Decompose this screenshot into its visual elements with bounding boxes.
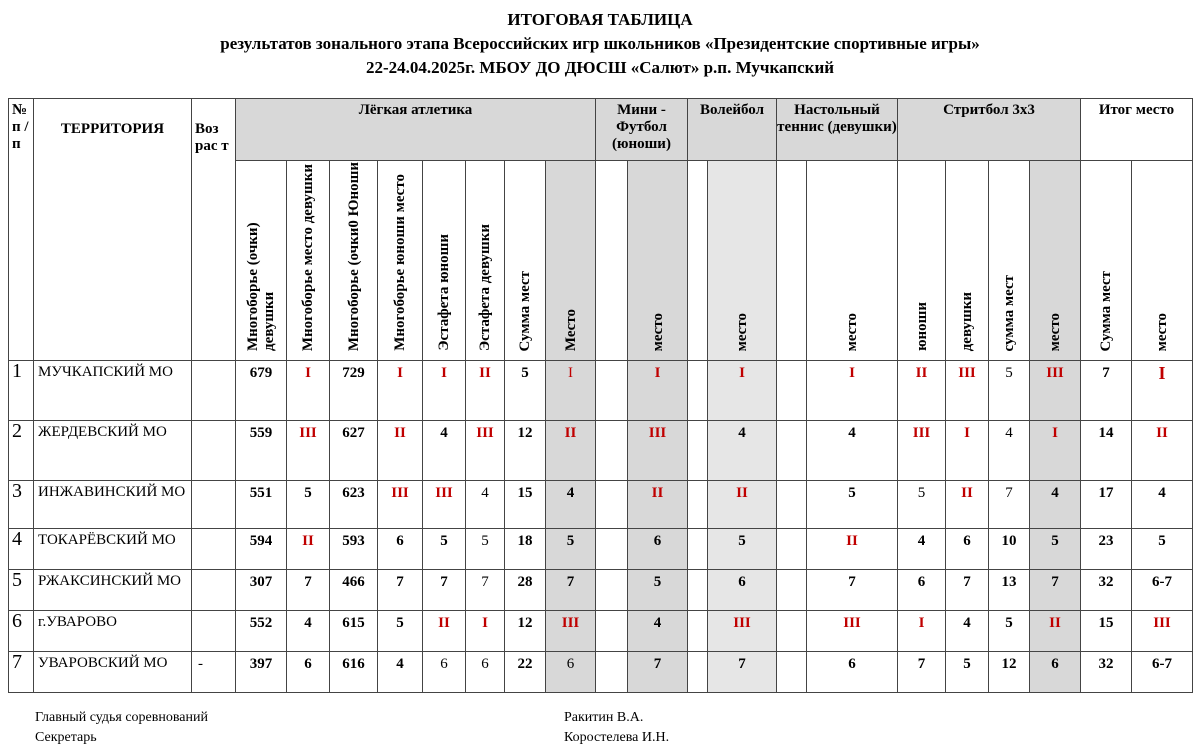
- result-cell: I: [423, 361, 466, 421]
- blank-cell: [688, 611, 708, 652]
- result-cell: II: [546, 421, 596, 481]
- result-cell: 559: [236, 421, 287, 481]
- result-cell: 4: [946, 611, 989, 652]
- result-cell: III: [628, 421, 688, 481]
- header-num: № п / п: [9, 99, 34, 361]
- age-cell: [192, 481, 236, 529]
- result-cell: 5: [505, 361, 546, 421]
- age-cell: [192, 570, 236, 611]
- result-cell: 623: [330, 481, 378, 529]
- result-cell: II: [1030, 611, 1081, 652]
- territory-cell: РЖАКСИНСКИЙ МО: [34, 570, 192, 611]
- blank-cell: [777, 529, 807, 570]
- result-cell: I: [1132, 361, 1193, 421]
- blank-cell: [688, 570, 708, 611]
- blank-cell: [777, 361, 807, 421]
- blank-cell: [688, 481, 708, 529]
- result-cell: 6: [898, 570, 946, 611]
- judge-label: Главный судья соревнований: [35, 710, 208, 725]
- blank-cell: [777, 652, 807, 693]
- result-cell: 466: [330, 570, 378, 611]
- result-cell: 32: [1081, 652, 1132, 693]
- result-cell: 627: [330, 421, 378, 481]
- table-row: [9, 529, 1193, 570]
- blank-cell: [777, 611, 807, 652]
- result-cell: II: [628, 481, 688, 529]
- territory-cell: МУЧКАПСКИЙ МО: [34, 361, 192, 421]
- result-cell: 14: [1081, 421, 1132, 481]
- row-number: 6: [9, 611, 34, 652]
- result-cell: 6: [946, 529, 989, 570]
- subheader-a7: Сумма мест: [505, 161, 546, 361]
- result-cell: 7: [807, 570, 898, 611]
- result-cell: 6: [423, 652, 466, 693]
- result-cell: II: [287, 529, 330, 570]
- secretary-name: Коростелева И.Н.: [564, 730, 670, 745]
- result-cell: 12: [989, 652, 1030, 693]
- result-cell: I: [466, 611, 505, 652]
- header-athletics: Лёгкая атлетика: [236, 99, 596, 161]
- blank-cell: [777, 421, 807, 481]
- result-cell: I: [898, 611, 946, 652]
- subheader-s3: сумма мест: [989, 161, 1030, 361]
- blank-cell: [596, 611, 628, 652]
- table-row: [9, 481, 1193, 529]
- row-number: 1: [9, 361, 34, 421]
- result-cell: 5: [287, 481, 330, 529]
- blank-cell: [777, 570, 807, 611]
- result-cell: I: [287, 361, 330, 421]
- blank-cell: [777, 481, 807, 529]
- result-cell: 6: [708, 570, 777, 611]
- result-cell: 4: [1030, 481, 1081, 529]
- result-cell: 5: [708, 529, 777, 570]
- result-cell: 4: [466, 481, 505, 529]
- doc-title: ИТОГОВАЯ ТАБЛИЦА: [507, 10, 693, 29]
- header-volleyball: Волейбол: [688, 99, 777, 161]
- judge-name: Ракитин В.А.: [564, 710, 644, 725]
- result-cell: II: [466, 361, 505, 421]
- result-cell: 15: [505, 481, 546, 529]
- result-cell: 22: [505, 652, 546, 693]
- result-cell: 6: [546, 652, 596, 693]
- table-row: [9, 421, 1193, 481]
- result-cell: 6-7: [1132, 652, 1193, 693]
- subheader-s4: место: [1030, 161, 1081, 361]
- result-cell: 12: [505, 611, 546, 652]
- result-cell: 12: [505, 421, 546, 481]
- result-cell: 593: [330, 529, 378, 570]
- row-number: 2: [9, 421, 34, 481]
- result-cell: 6: [378, 529, 423, 570]
- result-cell: II: [898, 361, 946, 421]
- result-cell: 4: [989, 421, 1030, 481]
- header-total: Итог место: [1081, 99, 1193, 161]
- subheader-tennis-place: место: [807, 161, 898, 361]
- result-cell: 17: [1081, 481, 1132, 529]
- result-cell: 5: [466, 529, 505, 570]
- result-cell: 307: [236, 570, 287, 611]
- age-cell: [192, 529, 236, 570]
- result-cell: 7: [708, 652, 777, 693]
- result-cell: 6: [807, 652, 898, 693]
- blank-cell: [596, 529, 628, 570]
- result-cell: I: [628, 361, 688, 421]
- result-cell: III: [1132, 611, 1193, 652]
- result-cell: 18: [505, 529, 546, 570]
- result-cell: 32: [1081, 570, 1132, 611]
- result-cell: 616: [330, 652, 378, 693]
- result-cell: 6: [628, 529, 688, 570]
- result-cell: 4: [546, 481, 596, 529]
- table-row: [9, 361, 1193, 421]
- result-cell: 5: [807, 481, 898, 529]
- result-cell: III: [807, 611, 898, 652]
- row-number: 4: [9, 529, 34, 570]
- result-cell: I: [546, 361, 596, 421]
- header-streetball: Стритбол 3х3: [898, 99, 1081, 161]
- result-cell: 6: [1030, 652, 1081, 693]
- result-cell: 4: [898, 529, 946, 570]
- result-cell: 4: [378, 652, 423, 693]
- subheader-s2: девушки: [946, 161, 989, 361]
- result-cell: 7: [989, 481, 1030, 529]
- subheader-tennis-blank: [777, 161, 807, 361]
- subheader-t1: Сумма мест: [1081, 161, 1132, 361]
- result-cell: 13: [989, 570, 1030, 611]
- table-row: [9, 611, 1193, 652]
- row-number: 7: [9, 652, 34, 693]
- result-cell: 7: [898, 652, 946, 693]
- row-number: 3: [9, 481, 34, 529]
- result-cell: II: [378, 421, 423, 481]
- subheader-a4: Многоборье юноши место: [378, 161, 423, 361]
- result-cell: 4: [807, 421, 898, 481]
- result-cell: I: [946, 421, 989, 481]
- result-cell: 7: [378, 570, 423, 611]
- subheader-a2: Многоборье место девушки: [287, 161, 330, 361]
- result-cell: II: [946, 481, 989, 529]
- territory-cell: УВАРОВСКИЙ МО: [34, 652, 192, 693]
- blank-cell: [596, 481, 628, 529]
- result-cell: 23: [1081, 529, 1132, 570]
- blank-cell: [596, 570, 628, 611]
- result-cell: 5: [946, 652, 989, 693]
- age-cell: [192, 361, 236, 421]
- result-cell: I: [1030, 421, 1081, 481]
- result-cell: 679: [236, 361, 287, 421]
- subheader-a1: Многоборье (очки) девушки: [236, 161, 287, 361]
- subheader-s1: юноши: [898, 161, 946, 361]
- subheader-volley-blank: [688, 161, 708, 361]
- subheader-football-blank: [596, 161, 628, 361]
- result-cell: III: [708, 611, 777, 652]
- result-cell: 4: [1132, 481, 1193, 529]
- result-cell: 15: [1081, 611, 1132, 652]
- blank-cell: [688, 361, 708, 421]
- header-minifootball: Мини - Футбол (юноши): [596, 99, 688, 161]
- result-cell: I: [708, 361, 777, 421]
- result-cell: III: [946, 361, 989, 421]
- result-cell: 5: [628, 570, 688, 611]
- header-age: Воз рас т: [192, 99, 236, 361]
- age-cell: [192, 611, 236, 652]
- subheader-a8: Место: [546, 161, 596, 361]
- result-cell: 5: [423, 529, 466, 570]
- result-cell: 5: [378, 611, 423, 652]
- doc-date-venue: 22-24.04.2025г. МБОУ ДО ДЮСШ «Салют» р.п. Мучкапский: [365, 58, 835, 77]
- secretary-label: Секретарь: [35, 730, 97, 745]
- result-cell: III: [898, 421, 946, 481]
- result-cell: 594: [236, 529, 287, 570]
- result-cell: 5: [898, 481, 946, 529]
- result-cell: I: [378, 361, 423, 421]
- subheader-volley-place: место: [708, 161, 777, 361]
- result-cell: 6: [287, 652, 330, 693]
- result-cell: 5: [1132, 529, 1193, 570]
- result-cell: 7: [423, 570, 466, 611]
- result-cell: 5: [989, 361, 1030, 421]
- territory-cell: ЖЕРДЕВСКИЙ МО: [34, 421, 192, 481]
- result-cell: 7: [1030, 570, 1081, 611]
- result-cell: I: [807, 361, 898, 421]
- result-cell: III: [546, 611, 596, 652]
- age-cell: [192, 421, 236, 481]
- result-cell: 615: [330, 611, 378, 652]
- result-cell: II: [708, 481, 777, 529]
- result-cell: 6: [466, 652, 505, 693]
- territory-cell: ТОКАРЁВСКИЙ МО: [34, 529, 192, 570]
- result-cell: II: [1132, 421, 1193, 481]
- subheader-a3: Многоборье (очки0 Юноши: [330, 161, 378, 361]
- result-cell: 551: [236, 481, 287, 529]
- row-number: 5: [9, 570, 34, 611]
- result-cell: III: [466, 421, 505, 481]
- result-cell: 4: [423, 421, 466, 481]
- blank-cell: [596, 421, 628, 481]
- blank-cell: [688, 529, 708, 570]
- result-cell: 552: [236, 611, 287, 652]
- result-cell: III: [378, 481, 423, 529]
- result-cell: 7: [946, 570, 989, 611]
- territory-cell: ИНЖАВИНСКИЙ МО: [34, 481, 192, 529]
- result-cell: 397: [236, 652, 287, 693]
- age-cell: -: [192, 652, 236, 693]
- result-cell: 7: [466, 570, 505, 611]
- result-cell: 4: [628, 611, 688, 652]
- territory-cell: г.УВАРОВО: [34, 611, 192, 652]
- subheader-t2: место: [1132, 161, 1193, 361]
- table-row: [9, 570, 1193, 611]
- blank-cell: [688, 652, 708, 693]
- result-cell: 7: [628, 652, 688, 693]
- doc-subtitle: результатов зонального этапа Всероссийских игр школьников «Президентские спортивные игры»: [220, 34, 980, 53]
- result-cell: 28: [505, 570, 546, 611]
- result-cell: III: [287, 421, 330, 481]
- result-cell: 4: [708, 421, 777, 481]
- result-cell: II: [807, 529, 898, 570]
- subheader-a6: Эстафета девушки: [466, 161, 505, 361]
- result-cell: 5: [546, 529, 596, 570]
- result-cell: III: [1030, 361, 1081, 421]
- result-cell: 10: [989, 529, 1030, 570]
- result-cell: II: [423, 611, 466, 652]
- result-cell: 729: [330, 361, 378, 421]
- blank-cell: [688, 421, 708, 481]
- results-table: [8, 98, 1193, 693]
- blank-cell: [596, 361, 628, 421]
- subheader-football-place: место: [628, 161, 688, 361]
- result-cell: 5: [1030, 529, 1081, 570]
- result-cell: 6-7: [1132, 570, 1193, 611]
- result-cell: III: [423, 481, 466, 529]
- header-tabletennis: Настольный теннис (девушки): [777, 99, 898, 161]
- result-cell: 4: [287, 611, 330, 652]
- table-row: [9, 652, 1193, 693]
- subheader-a5: Эстафета юноши: [423, 161, 466, 361]
- blank-cell: [596, 652, 628, 693]
- result-cell: 7: [1081, 361, 1132, 421]
- header-territory: ТЕРРИТОРИЯ: [34, 99, 192, 361]
- result-cell: 5: [989, 611, 1030, 652]
- result-cell: 7: [546, 570, 596, 611]
- result-cell: 7: [287, 570, 330, 611]
